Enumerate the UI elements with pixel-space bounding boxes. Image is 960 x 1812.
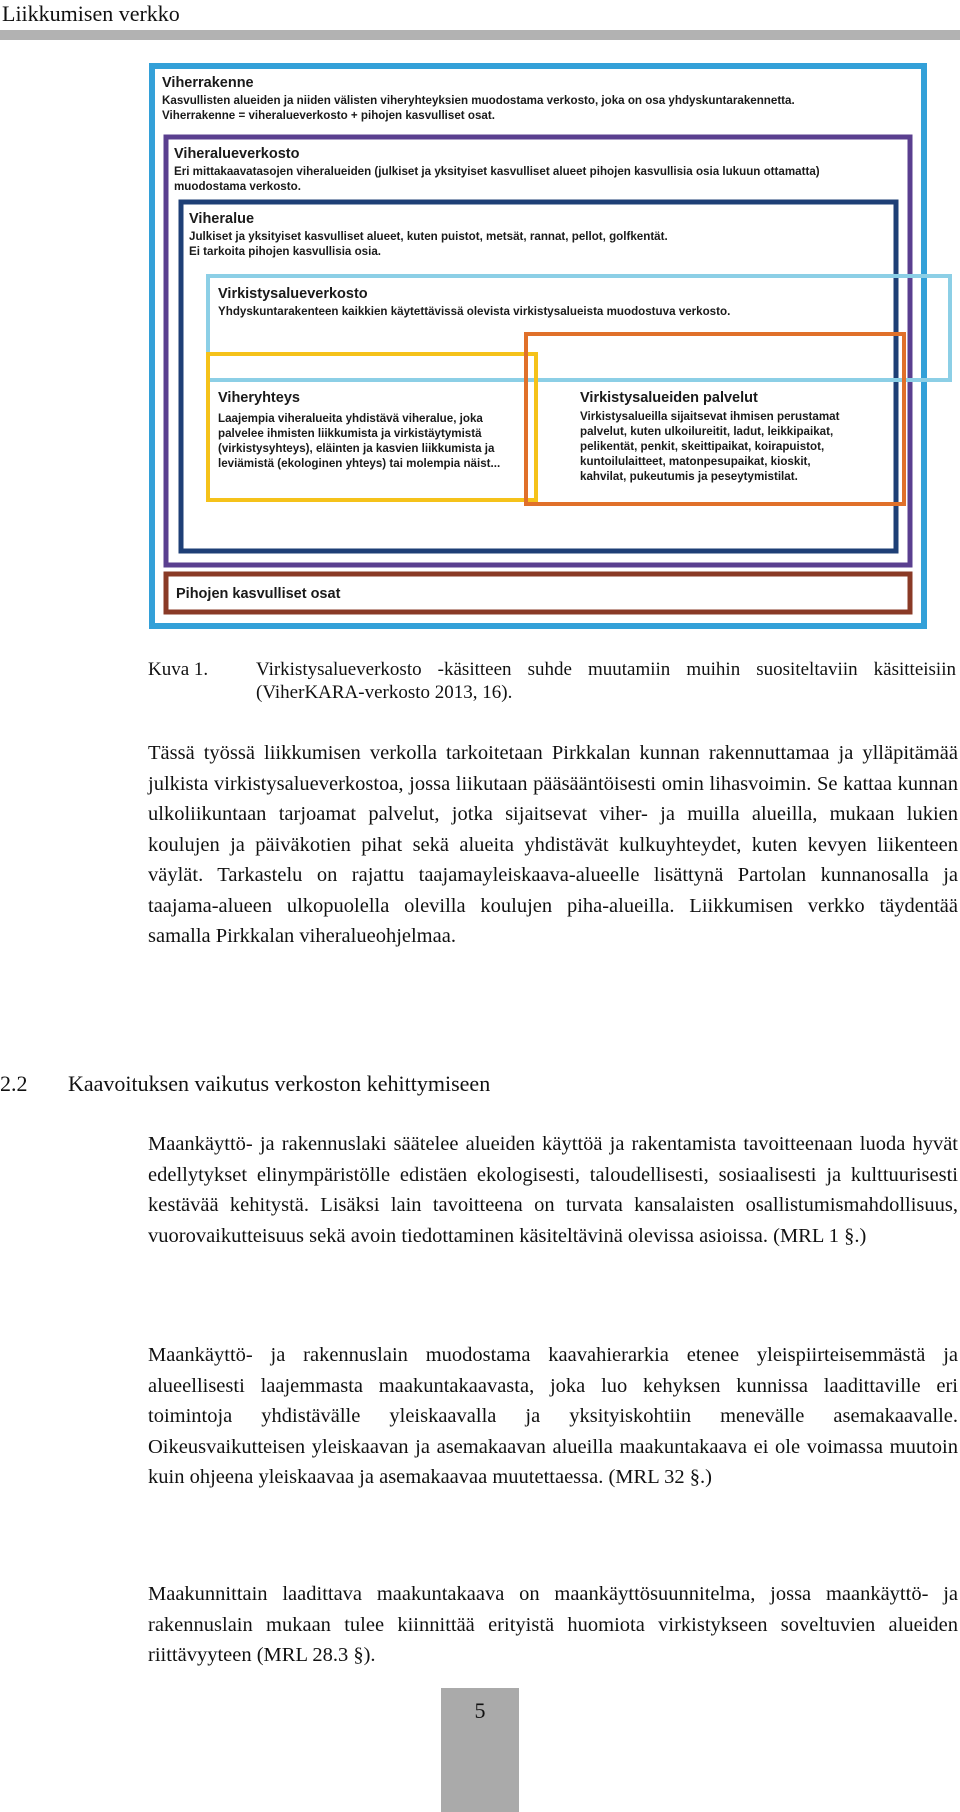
header-rule bbox=[0, 30, 960, 40]
caption-number: Kuva 1. bbox=[148, 659, 209, 680]
box-palvelut-line: Virkistysalueilla sijaitsevat ihmisen perustamat bbox=[580, 410, 840, 423]
box-viheralueverkosto-title: Viheralueverkosto bbox=[174, 146, 300, 162]
running-header-title: Liikkumisen verkko bbox=[2, 1, 180, 26]
box-viherrakenne-title: Viherrakenne bbox=[162, 75, 254, 91]
paragraph-2: Maankäyttö- ja rakennuslaki säätelee alueiden käyttöä ja rakentamista tavoitteenaan luoda hyvät edellytykset elinympäristölle edistäen ekologisesti, taloudellisesti, sosiaalisesti ja kulttuurisesti kestävää kehitystä. Lisäksi lain tavoitteena on turvata kansalaisten osallistumismahdollisuus, vuorovaikutteisuus sekä avoin tiedottaminen käsiteltävinä olevissa asioissa. (MRL 1 §.) bbox=[148, 1133, 958, 1247]
box-virkistysalueverkosto-title: Virkistysalueverkosto bbox=[218, 286, 368, 302]
box-palvelut-line: kuntoilulaitteet, matonpesupaikat, kioskit, bbox=[580, 455, 811, 468]
box-palvelut-line: pelikentät, penkit, skeittipaikat, koirapuistot, bbox=[580, 440, 825, 453]
page-number-box bbox=[441, 1688, 519, 1812]
box-viheryhteys-line: Laajempia viheralueita yhdistävä viheralue, joka bbox=[218, 412, 483, 425]
box-palvelut-line: palvelut, kuten ulkoilureitit, ladut, leikkipaikat, bbox=[580, 425, 834, 438]
paragraph-1: Tässä työssä liikkumisen verkolla tarkoitetaan Pirkkalan kunnan rakennuttamaa ja ylläpitämää julkista virkistysalueverkostoa, jossa liikutaan pääsääntöisesti omin lihasvoimin. Se kattaa kunnan ulkoliikuntaan tarjoamat palvelut, jotka sijaitsevat viher- ja muilla alueilla, mukaan lukien koulujen ja päiväkotien pihat sekä alueita yhdistävät kulkuyhteydet, kuten kevyen liikenteen väylät. Tarkastelu on rajattu taajamayleiskaava-alueelle lisättynä Partolan kunnanosalla ja taajama-alueen ulkopuolella olevilla koulujen piha-alueilla. Liikkumisen verkko täydentää samalla Pirkkalan viheralueohjelmaa. bbox=[148, 742, 958, 947]
running-header bbox=[0, 0, 960, 30]
box-palvelut-line: kahvilat, pukeutumis ja peseytymistilat. bbox=[580, 470, 798, 483]
box-virkistysalueverkosto-line1: Yhdyskuntarakenteen kaikkien käytettävissä olevista virkistysalueista muodostuva verkosto. bbox=[218, 305, 731, 318]
box-viheralue-line2: Ei tarkoita pihojen kasvullisia osia. bbox=[189, 245, 382, 258]
box-viheryhteys-title: Viheryhteys bbox=[218, 390, 300, 406]
paragraph-3: Maankäyttö- ja rakennuslain muodostama kaavahierarkia etenee yleispiirteisemmästä ja alueellisesti laajemmasta maakuntakaavasta, joka luo kehyksen kunnissa laadittaville eri toimintoja yhdistävälle yleiskaavalla ja yksityiskohtiin menevälle asemakaavalle. Oikeusvaikutteisen yleiskaavan ja asemakaavan alueilla maakuntakaava ei ole voimassa muutoin kuin ohjeena yleiskaavaa ja asemakaavaa muutettaessa. (MRL 32 §.) bbox=[148, 1344, 958, 1488]
box-pihojen-title: Pihojen kasvulliset osat bbox=[176, 586, 341, 602]
box-palvelut-title: Virkistysalueiden palvelut bbox=[580, 390, 758, 406]
box-viherrakenne-line2: Viherrakenne = viheralueverkosto + pihojen kasvulliset osat. bbox=[162, 109, 495, 122]
box-viheryhteys-line: (virkistysyhteys), eläinten ja kasvien liikkumista ja bbox=[218, 442, 495, 455]
section-title: Kaavoituksen vaikutus verkoston kehittymiseen bbox=[68, 1071, 491, 1096]
box-viheryhteys-line: palvelee ihmisten liikkumista ja virkistäytymistä bbox=[218, 427, 482, 440]
box-viheralue-line1: Julkiset ja yksityiset kasvulliset alueet, kuten puistot, metsät, rannat, pellot, golfkentät. bbox=[189, 230, 668, 243]
caption-text: Virkistysalueverkosto -käsitteen suhde muutamiin muihin suositeltaviin käsitteisiin (ViherKARA-verkosto 2013, 16). bbox=[256, 659, 956, 703]
box-viheralueverkosto-line1: Eri mittakaavatasojen viheralueiden (julkiset ja yksityiset kasvulliset alueet pihojen kasvullisia osia lukuun ottamatta) bbox=[174, 165, 820, 178]
section-number: 2.2 bbox=[0, 1071, 28, 1096]
paragraph-4: Maakunnittain laadittava maakuntakaava on maankäyttösuunnitelma, jossa maankäyttö- ja rakennuslain mukaan tulee kiinnittää erityistä huomiota virkistykseen soveltuvien alueiden riittävyyteen (MRL 28.3 §). bbox=[148, 1583, 958, 1666]
box-viheralue-title: Viheralue bbox=[189, 211, 255, 227]
box-viherrakenne-line1: Kasvullisten alueiden ja niiden välisten viheryhteyksien muodostama verkosto, joka on osa yhdyskuntarakennetta. bbox=[162, 94, 795, 107]
box-viheralueverkosto-line2: muodostama verkosto. bbox=[174, 180, 301, 193]
figure-viherrakenne-diagram bbox=[148, 62, 956, 630]
box-viheryhteys-line: leviämistä (ekologinen yhteys) tai molempia näist... bbox=[218, 457, 501, 470]
page-number: 5 bbox=[474, 1698, 486, 1723]
